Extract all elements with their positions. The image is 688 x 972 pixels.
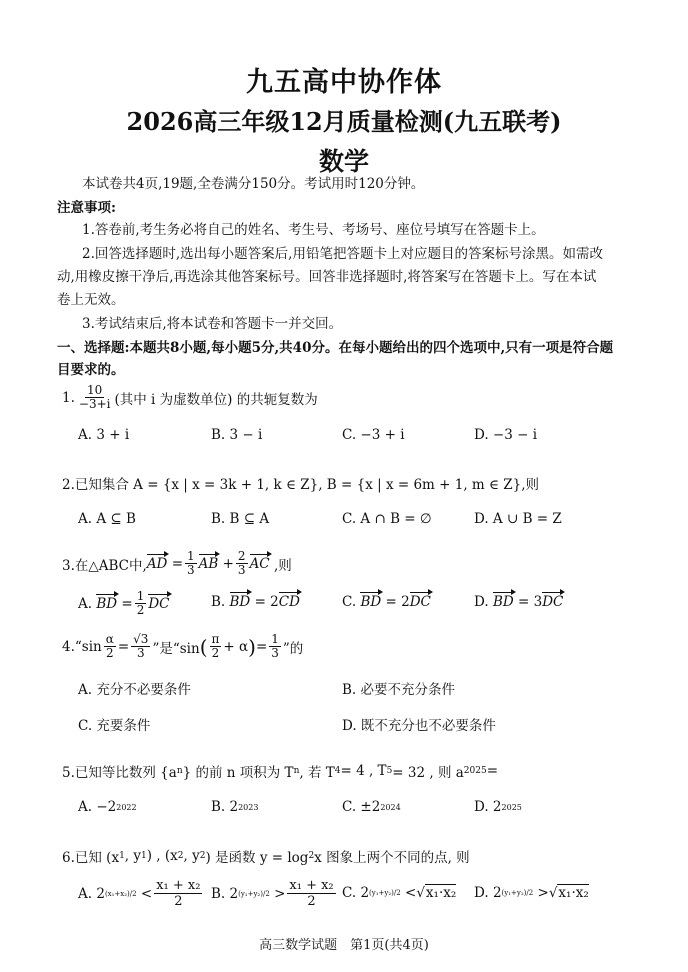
fraction: $\frac{2}{3}$	[237, 549, 246, 577]
question-6-stem: 6.已知 (x 1 , y 1 ) , (x 2 , y 2 ) 是函数 y = log 2 x 图象上两个不同的点, 则	[62, 848, 470, 866]
question-5-option-c: C. ±2 2024	[342, 799, 401, 815]
page-footer: 高三数学试题 第1页(共4页)	[259, 938, 429, 953]
section-heading: 一、选择题:本题共8小题,每小题5分,共40分。在每小题给出的四个选项中,只有一项是符合题	[57, 340, 614, 356]
fraction: $\frac{\text{x₁ + x₂}}{2}$	[156, 878, 201, 909]
fraction: $\frac{1}{2}$	[136, 589, 145, 617]
question-4-option-d: D. 既不充分也不必要条件	[342, 718, 496, 734]
question-1-option-a: A. 3 + i	[78, 427, 130, 443]
question-3-option-d: D. BD = 3 DC	[474, 594, 564, 610]
question-4-option-a: A. 充分不必要条件	[78, 682, 191, 698]
question-6-option-c: C. 2 (y₁+y₂)/2 < √ x₁·x₂	[342, 884, 457, 901]
fraction: $\frac{10}{-3+i}$	[78, 383, 111, 411]
question-4-option-b: B. 必要不充分条件	[342, 682, 456, 698]
question-3-option-b: B. BD = 2 CD	[211, 594, 300, 610]
question-2-option-a: A. A ⊆ B	[78, 511, 136, 527]
notice-item-2-end: 卷上无效。	[57, 292, 125, 308]
exam-intro: 本试卷共4页,19题,全卷满分150分。考试用时120分钟。	[82, 176, 425, 192]
fraction: $\frac{\text{x₁ + x₂}}{2}$	[289, 878, 334, 909]
school-title: 九五高中协作体	[246, 67, 442, 98]
question-4-stem: 4. “sin $\frac{\alpha}{2}$ = $\frac{√3}{3}$ ”是“sin ( $\frac{\pi}{2}$ + α ) = $\frac{1}{3}$ ”的	[62, 632, 304, 660]
question-2-option-b: B. B ⊆ A	[211, 511, 270, 527]
question-2-stem: 2.已知集合 A = {x | x = 3k + 1, k ∈ Z}, B = {x | x = 6m + 1, m ∈ Z},则	[62, 477, 540, 493]
notice-item-1: 1.答卷前,考生务必将自己的姓名、考生号、考场号、座位号填写在答题卡上。	[82, 222, 545, 238]
question-6-option-a: A. 2 (x₁+x₂)/2 < $\frac{\text{x₁ + x₂}}{2}$	[78, 878, 201, 909]
question-1-stem: 1. $\frac{10}{-3+i}$ (其中 i 为虚数单位) 的共轭复数为	[62, 383, 318, 411]
vector-ad: AD	[146, 555, 168, 572]
question-2-option-d: D. A ∪ B = Z	[474, 511, 562, 527]
subject-title: 数学	[318, 147, 369, 176]
notice-item-2-cont: 动,用橡皮擦干净后,再选涂其他答案标号。回答非选择题时,将答案写在答题卡上。写在本试	[57, 269, 597, 285]
question-1-option-d: D. −3 − i	[474, 427, 538, 443]
question-6-option-d: D. 2 (y₁+y₂)/2 > √ x₁·x₂	[474, 884, 589, 901]
question-4-option-c: C. 充要条件	[78, 718, 151, 734]
question-3-option-a: A. BD = $\frac{1}{2}$ DC	[78, 589, 170, 617]
question-6-option-b: B. 2 (y₁+y₂)/2 > $\frac{\text{x₁ + x₂}}{2}$	[211, 878, 334, 909]
question-1-option-b: B. 3 − i	[211, 427, 263, 443]
notice-item-3: 3.考试结束后,将本试卷和答题卡一并交回。	[82, 316, 343, 332]
fraction: $\frac{\pi}{2}$	[211, 632, 220, 660]
question-5-option-b: B. 2 2023	[211, 799, 259, 815]
fraction: $\frac{1}{3}$	[271, 632, 279, 660]
fraction: $\frac{1}{3}$	[187, 549, 195, 577]
question-5-stem: 5.已知等比数列 {a n } 的前 n 项积为 T n , 若 T 4 = 4 , T 5 = 32 , 则 a 2025 =	[62, 763, 499, 781]
fraction: $\frac{√3}{3}$	[133, 632, 149, 660]
question-1-option-c: C. −3 + i	[342, 427, 405, 443]
question-5-option-d: D. 2 2025	[474, 799, 522, 815]
notice-item-2: 2.回答选择题时,选出每小题答案后,用铅笔把答题卡上对应题目的答案标号涂黑。如需改	[82, 246, 603, 262]
question-3-stem: 3.在△ABC中, AD = $\frac{1}{3}$ AB + $\frac{2}{3}$ AC ,则	[62, 549, 292, 577]
question-2-option-c: C. A ∩ B = ∅	[342, 511, 432, 527]
question-3-option-c: C. BD = 2 DC	[342, 594, 431, 610]
vector-ab: AB	[198, 555, 219, 572]
exam-title: 2026高三年级12月质量检测(九五联考)	[126, 107, 562, 136]
section-heading-cont: 目要求的。	[57, 362, 125, 378]
notice-heading: 注意事项:	[57, 200, 116, 216]
fraction: $\frac{\alpha}{2}$	[105, 632, 114, 660]
vector-ac: AC	[249, 555, 270, 572]
question-5-option-a: A. −2 2022	[78, 799, 137, 815]
